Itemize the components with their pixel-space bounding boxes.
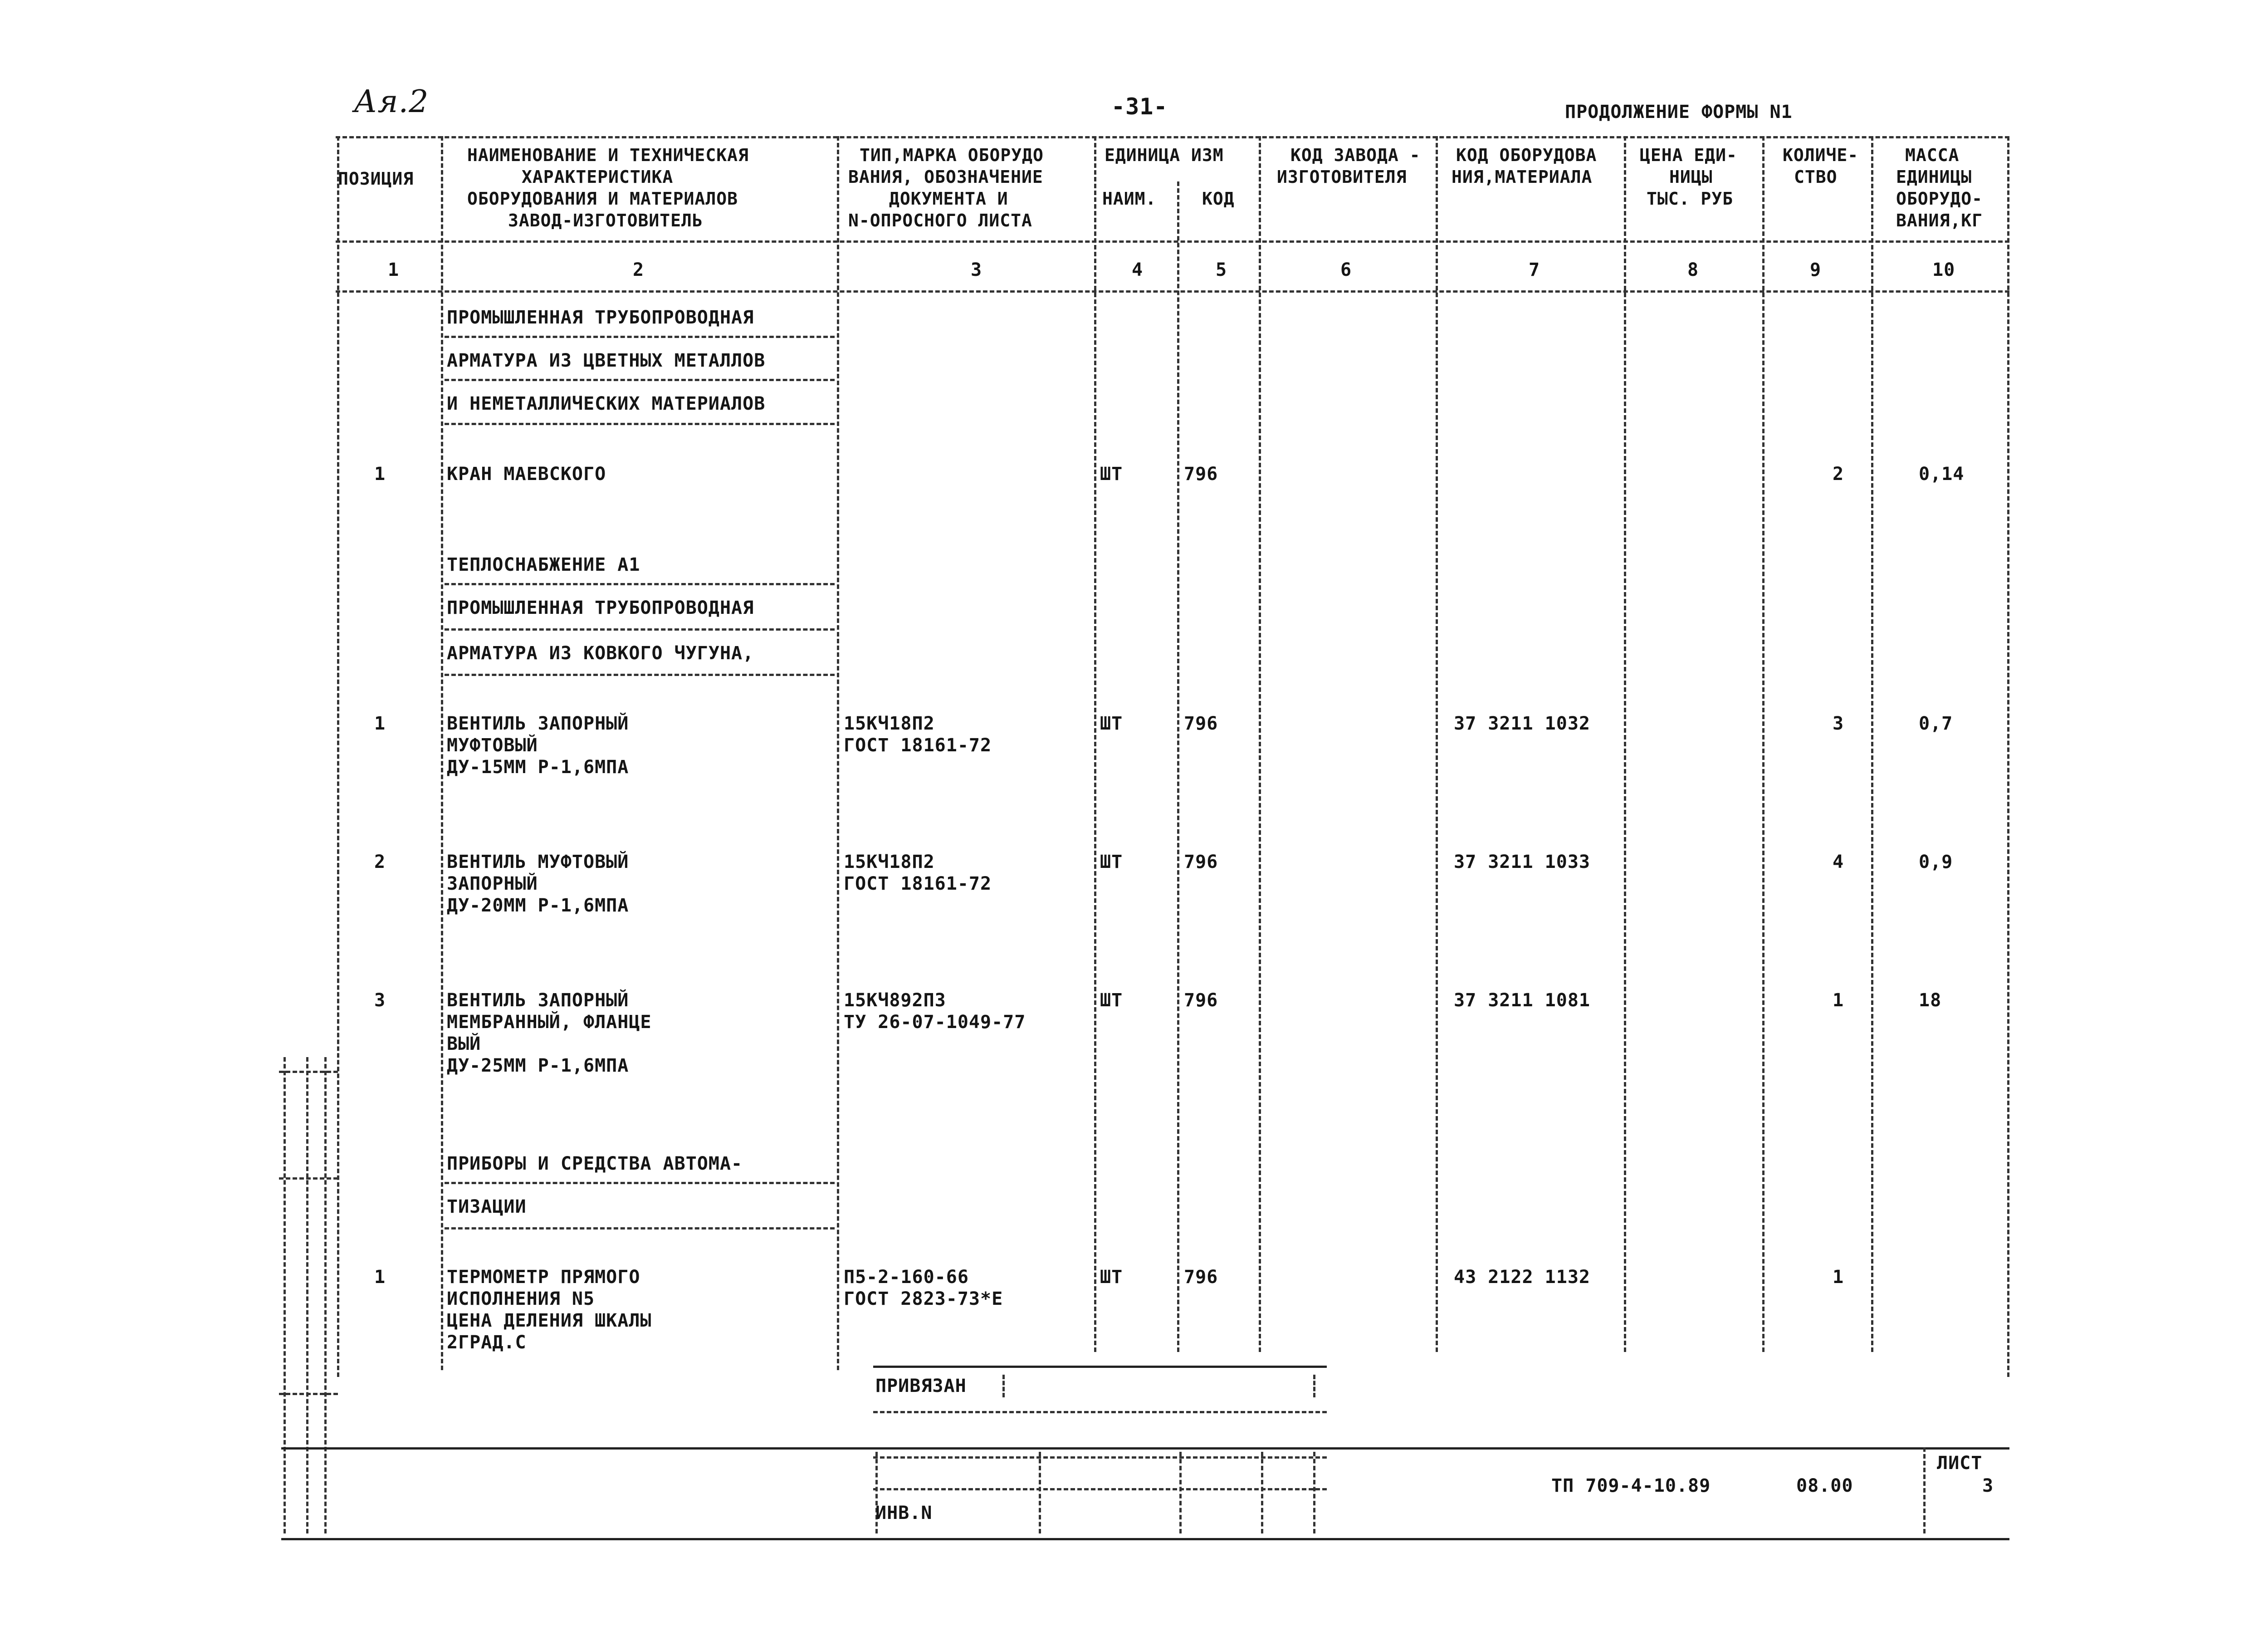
stamp-divider — [1179, 1452, 1182, 1533]
section-heading: ТЕПЛОСНАБЖЕНИЕ А1 — [447, 554, 640, 575]
col-2-header: ОБОРУДОВАНИЯ И МАТЕРИАЛОВ — [467, 189, 738, 209]
row-unit-code: 796 — [1184, 1267, 1218, 1288]
row-type: ГОСТ 18161-72 — [844, 735, 992, 756]
col-8-header: ТЫС. РУБ — [1647, 189, 1734, 209]
numbers-separator — [336, 290, 2009, 293]
col-number: 1 — [388, 260, 400, 280]
row-unit-code: 796 — [1184, 852, 1218, 872]
col-10-header: ВАНИЯ,КГ — [1896, 211, 1983, 230]
column-divider — [1624, 136, 1626, 1352]
col-2-header: НАИМЕНОВАНИЕ И ТЕХНИЧЕСКАЯ — [467, 145, 749, 165]
row-unit: ШТ — [1100, 1267, 1123, 1288]
stamp-divider — [1313, 1452, 1315, 1533]
sheet-code: 08.00 — [1796, 1475, 1853, 1496]
row-unit: ШТ — [1100, 713, 1123, 734]
table-left-border — [337, 136, 339, 1377]
row-equipment-code: 37 3211 1032 — [1454, 713, 1590, 734]
row-name: 2ГРАД.С — [447, 1332, 527, 1353]
row-unit: ШТ — [1100, 852, 1123, 872]
col-2-header: ХАРАКТЕРИСТИКА — [522, 167, 674, 187]
sheet-label: ЛИСТ — [1937, 1453, 1983, 1474]
title-block-bottom — [281, 1538, 2009, 1540]
col-9-header: СТВО — [1794, 167, 1838, 187]
row-name: ИСПОЛНЕНИЯ N5 — [447, 1288, 595, 1309]
margin-stamp-line — [306, 1057, 308, 1533]
col-10-header: ЕДИНИЦЫ — [1896, 167, 1972, 187]
row-mass: 0,14 — [1919, 464, 1965, 485]
column-divider — [1762, 136, 1765, 1352]
section-underline — [445, 1227, 835, 1229]
row-equipment-code: 37 3211 1081 — [1454, 990, 1590, 1011]
form-continuation: ПРОДОЛЖЕНИЕ ФОРМЫ N1 — [1565, 102, 1793, 122]
row-unit: ШТ — [1100, 464, 1123, 485]
row-name: МУФТОВЫЙ — [447, 735, 538, 756]
stamp-row-line — [873, 1488, 1327, 1490]
column-divider — [441, 136, 443, 1370]
col-4-header: НАИМ. — [1102, 189, 1157, 209]
row-name: МЕМБРАННЫЙ, ФЛАНЦЕ — [447, 1012, 652, 1033]
title-block-top — [281, 1447, 2009, 1450]
document-code: ТП 709-4-10.89 — [1551, 1475, 1711, 1496]
row-unit-code: 796 — [1184, 990, 1218, 1011]
row-name: ЦЕНА ДЕЛЕНИЯ ШКАЛЫ — [447, 1310, 652, 1331]
section-underline — [445, 1182, 835, 1184]
margin-stamp-line — [279, 1393, 338, 1395]
row-name: ДУ-20ММ Р-1,6МПА — [447, 895, 629, 916]
section-heading: АРМАТУРА ИЗ КОВКОГО ЧУГУНА, — [447, 643, 754, 664]
margin-stamp-line — [324, 1057, 327, 1533]
col-1-header: ПОЗИЦИЯ — [338, 169, 414, 189]
col-number: 6 — [1340, 260, 1352, 280]
column-divider — [1871, 136, 1873, 1352]
col-9-header: КОЛИЧЕ- — [1783, 145, 1859, 165]
row-name: ВЕНТИЛЬ ЗАПОРНЫЙ — [447, 990, 629, 1011]
row-position: 1 — [374, 1267, 386, 1288]
inventory-number-label: ИНВ.N — [875, 1503, 933, 1523]
section-heading: ПРИБОРЫ И СРЕДСТВА АВТОМА- — [447, 1153, 743, 1174]
row-name: ВЕНТИЛЬ ЗАПОРНЫЙ — [447, 713, 629, 734]
table-top-border — [336, 136, 2009, 138]
row-mass: 0,9 — [1919, 852, 1953, 872]
row-mass: 18 — [1919, 990, 1942, 1011]
linked-label: ПРИВЯЗАН — [875, 1376, 967, 1396]
column-divider — [1436, 136, 1438, 1352]
column-divider — [1259, 136, 1261, 1352]
stamp-border-top — [873, 1366, 1327, 1368]
col-7-header: КОД ОБОРУДОВА — [1456, 145, 1597, 165]
stamp-row-line — [873, 1411, 1327, 1413]
row-type: 15КЧ892П3 — [844, 990, 946, 1011]
row-equipment-code: 43 2122 1132 — [1454, 1267, 1590, 1288]
stamp-divider — [1261, 1452, 1263, 1533]
sheet-number: 3 — [1982, 1475, 1994, 1496]
row-position: 1 — [374, 464, 386, 485]
row-name: ВЫЙ — [447, 1034, 481, 1054]
row-type: 15КЧ18П2 — [844, 713, 935, 734]
section-heading: ПРОМЫШЛЕННАЯ ТРУБОПРОВОДНАЯ — [447, 598, 754, 618]
margin-stamp-line — [279, 1071, 338, 1073]
row-type: ГОСТ 2823-73*Е — [844, 1288, 1003, 1309]
section-underline — [445, 336, 835, 338]
page-number: -31- — [1111, 93, 1168, 120]
col-6-header: ИЗГОТОВИТЕЛЯ — [1277, 167, 1407, 187]
margin-stamp-line — [284, 1057, 286, 1533]
col-4-header: ЕДИНИЦА ИЗМ — [1105, 145, 1224, 165]
stamp-divider — [1039, 1452, 1041, 1533]
row-quantity: 4 — [1833, 852, 1844, 872]
row-position: 1 — [374, 713, 386, 734]
col-2-header: ЗАВОД-ИЗГОТОВИТЕЛЬ — [508, 211, 703, 230]
section-underline — [445, 628, 835, 631]
row-quantity: 2 — [1833, 464, 1844, 485]
row-quantity: 1 — [1833, 990, 1844, 1011]
stamp-divider — [1002, 1375, 1005, 1397]
col-number: 10 — [1932, 260, 1955, 280]
column-divider — [1177, 181, 1179, 1352]
row-name: ВЕНТИЛЬ МУФТОВЫЙ — [447, 852, 629, 872]
col-number: 9 — [1810, 260, 1822, 280]
table-right-border — [2007, 136, 2009, 1377]
section-underline — [445, 583, 835, 585]
section-heading: АРМАТУРА ИЗ ЦВЕТНЫХ МЕТАЛЛОВ — [447, 350, 766, 371]
row-type: 15КЧ18П2 — [844, 852, 935, 872]
col-10-header: ОБОРУДО- — [1896, 189, 1983, 209]
stamp-divider — [1313, 1375, 1315, 1397]
col-number: 7 — [1529, 260, 1540, 280]
row-type: П5-2-160-66 — [844, 1267, 969, 1288]
section-underline — [445, 423, 835, 425]
row-quantity: 1 — [1833, 1267, 1844, 1288]
margin-stamp-line — [279, 1177, 338, 1180]
header-separator — [336, 240, 2009, 243]
col-7-header: НИЯ,МАТЕРИАЛА — [1452, 167, 1593, 187]
col-number: 3 — [971, 260, 982, 280]
section-heading: ПРОМЫШЛЕННАЯ ТРУБОПРОВОДНАЯ — [447, 307, 754, 328]
row-unit: ШТ — [1100, 990, 1123, 1011]
col-8-header: ЦЕНА ЕДИ- — [1640, 145, 1737, 165]
row-name: ДУ-25ММ Р-1,6МПА — [447, 1055, 629, 1076]
col-10-header: МАССА — [1905, 145, 1960, 165]
row-equipment-code: 37 3211 1033 — [1454, 852, 1590, 872]
col-3-header: ДОКУМЕНТА И — [889, 189, 1008, 209]
col-3-header: ВАНИЯ, ОБОЗНАЧЕНИЕ — [848, 167, 1043, 187]
col-number: 8 — [1687, 260, 1699, 280]
handwritten-note: Ая.2 — [354, 84, 429, 120]
row-unit-code: 796 — [1184, 713, 1218, 734]
col-8-header: НИЦЫ — [1669, 167, 1713, 187]
section-underline — [445, 379, 835, 381]
col-number: 5 — [1216, 260, 1227, 280]
row-type: ГОСТ 18161-72 — [844, 873, 992, 894]
sheet-cell-divider — [1923, 1447, 1926, 1533]
row-mass: 0,7 — [1919, 713, 1953, 734]
col-number: 4 — [1132, 260, 1144, 280]
row-position: 3 — [374, 990, 386, 1011]
col-5-header: КОД — [1202, 189, 1235, 209]
col-3-header: ТИП,МАРКА ОБОРУДО — [860, 145, 1044, 165]
row-type: ТУ 26-07-1049-77 — [844, 1012, 1026, 1033]
col-3-header: N-ОПРОСНОГО ЛИСТА — [848, 211, 1032, 230]
row-name: ДУ-15ММ Р-1,6МПА — [447, 757, 629, 778]
row-name: ТЕРМОМЕТР ПРЯМОГО — [447, 1267, 640, 1288]
section-underline — [445, 674, 835, 676]
column-divider — [837, 136, 839, 1370]
col-6-header: КОД ЗАВОДА - — [1290, 145, 1421, 165]
row-quantity: 3 — [1833, 713, 1844, 734]
stamp-row-line — [873, 1456, 1327, 1459]
column-divider — [1094, 136, 1096, 1352]
section-heading: ТИЗАЦИИ — [447, 1196, 527, 1217]
row-position: 2 — [374, 852, 386, 872]
row-name: ЗАПОРНЫЙ — [447, 873, 538, 894]
col-number: 2 — [633, 260, 645, 280]
section-heading: И НЕМЕТАЛЛИЧЕСКИХ МАТЕРИАЛОВ — [447, 393, 766, 414]
row-name: КРАН МАЕВСКОГО — [447, 464, 606, 485]
row-unit-code: 796 — [1184, 464, 1218, 485]
